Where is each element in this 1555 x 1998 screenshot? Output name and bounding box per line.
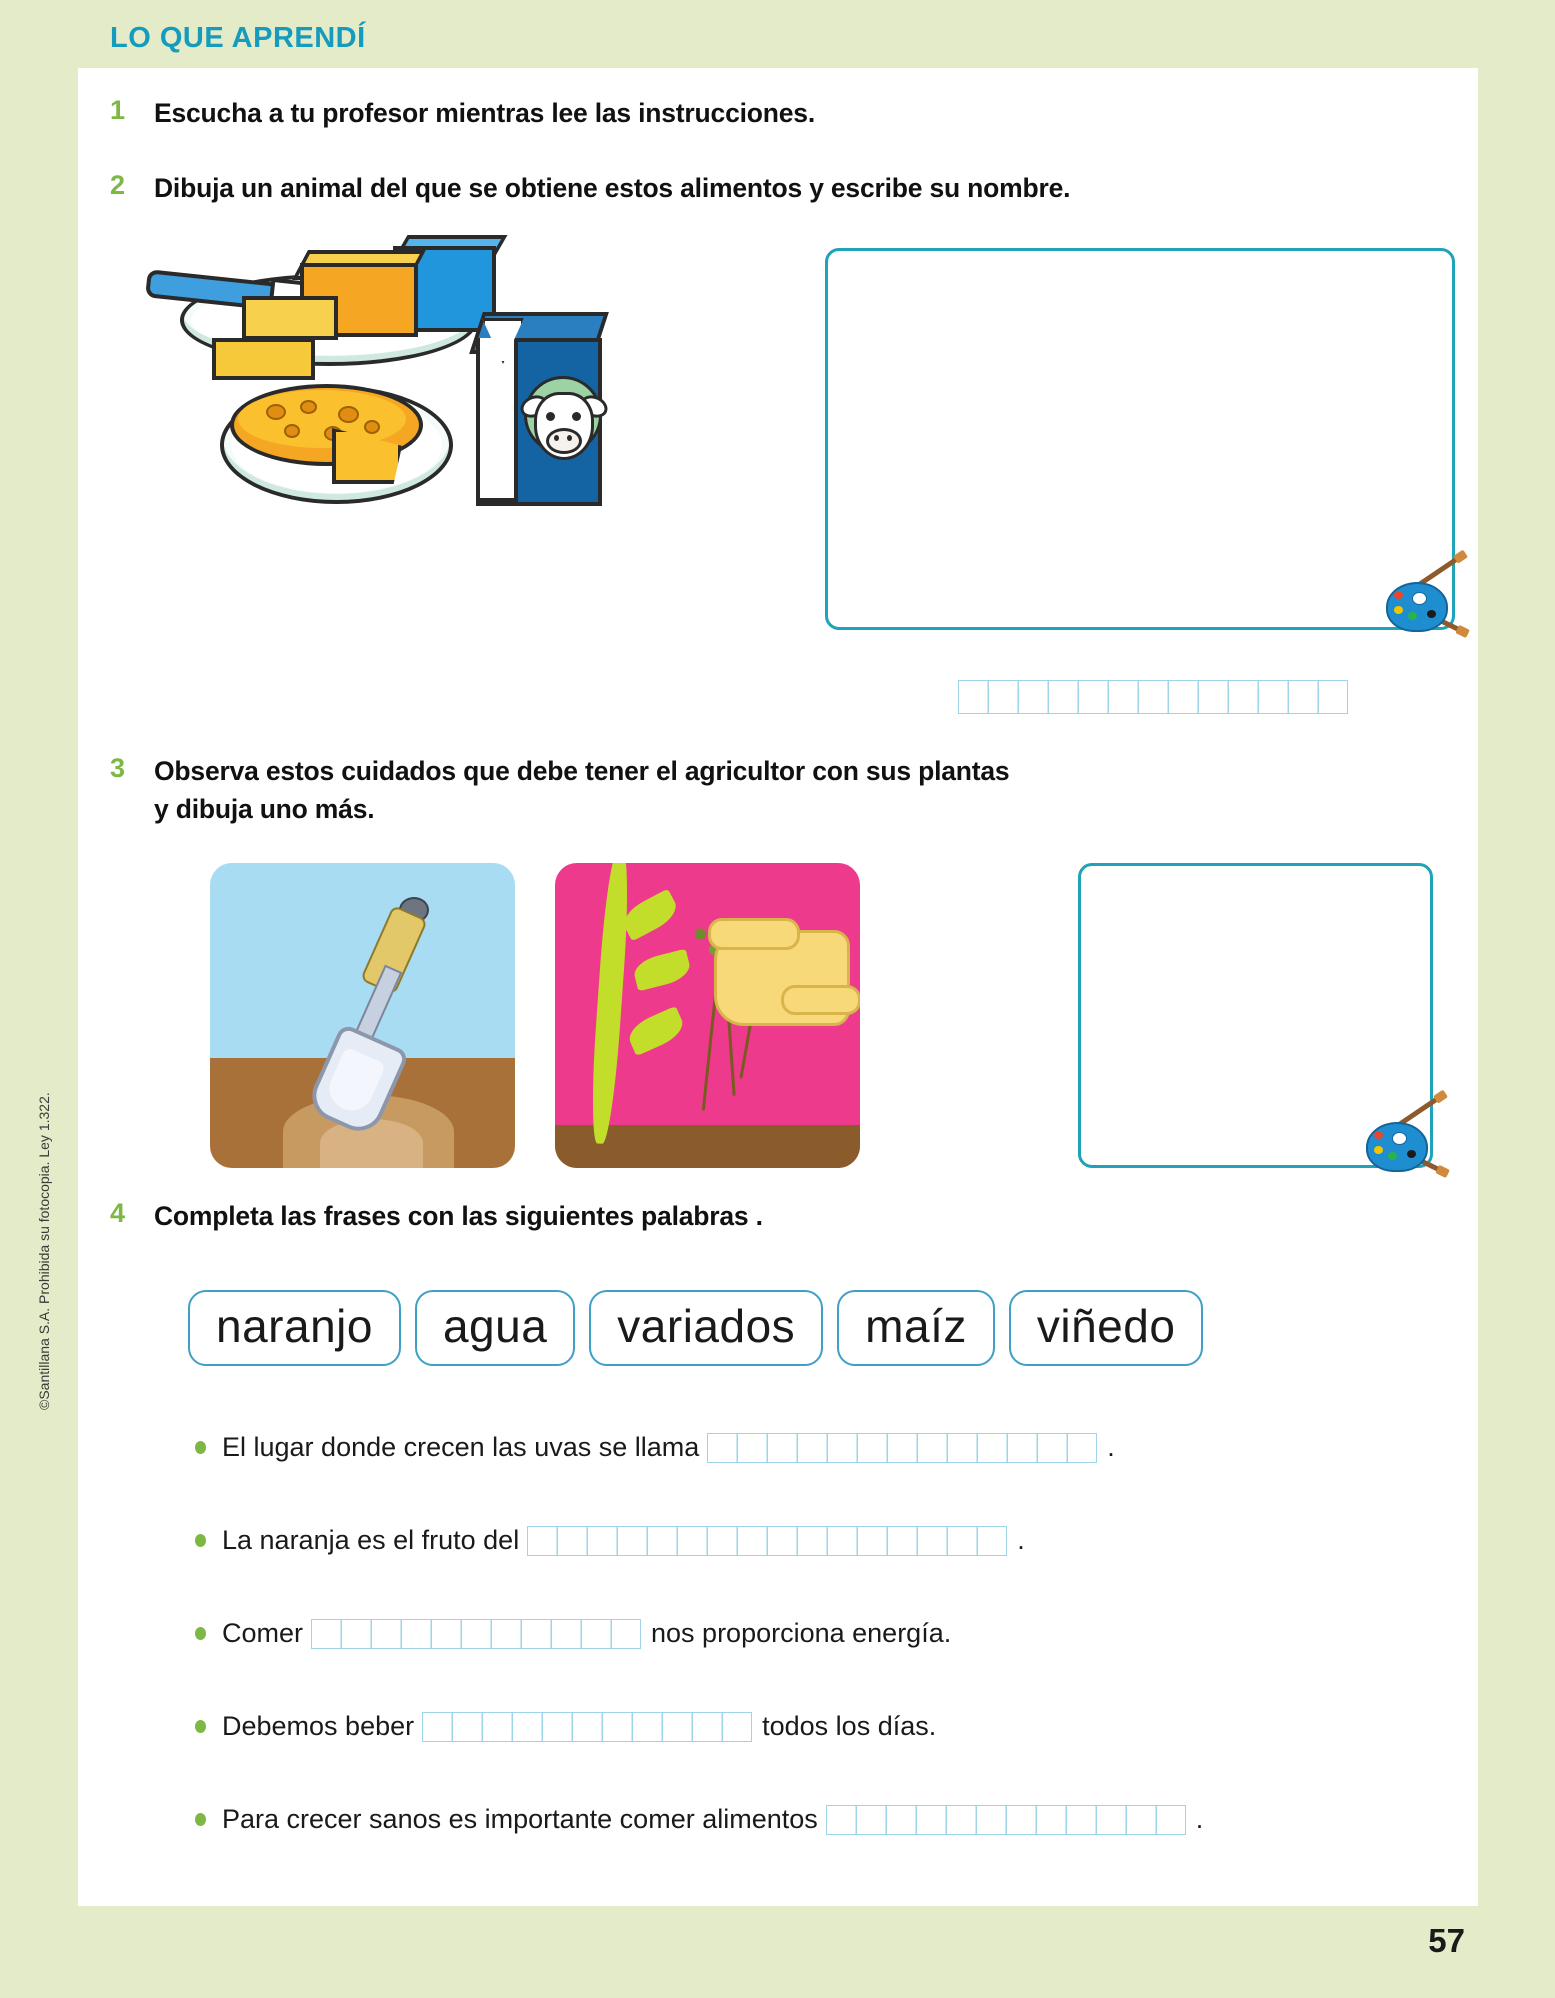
hand-pulling-weed-illustration bbox=[555, 863, 860, 1168]
bullet-dot-icon bbox=[195, 1627, 206, 1640]
copyright-notice: ©Santillana S.A. Prohibida su fotocopia. Ley 1.322. bbox=[36, 1092, 52, 1410]
task-3-number: 3 bbox=[110, 753, 126, 783]
task-3-line-1: Observa estos cuidados que debe tener el agricultor con sus plantas bbox=[154, 756, 1010, 786]
sentence-text-before: El lugar donde crecen las uvas se llama bbox=[222, 1432, 700, 1462]
milk-carton-with-cow bbox=[468, 296, 603, 501]
cheese-hole bbox=[300, 400, 317, 414]
sentence-text-after: . bbox=[1017, 1525, 1025, 1555]
cheese-wheel-face bbox=[238, 390, 406, 448]
sentence-text-before: Comer bbox=[222, 1618, 304, 1648]
task-3 bbox=[110, 753, 1360, 828]
weed-root bbox=[701, 991, 717, 1111]
palette-and-brushes-icon bbox=[1372, 560, 1460, 634]
answer-comb[interactable] bbox=[707, 1433, 1097, 1463]
plant-stem bbox=[588, 863, 632, 1144]
sentence-row bbox=[195, 1432, 1115, 1463]
plant-leaf bbox=[618, 888, 682, 941]
bullet-dot-icon bbox=[195, 1720, 206, 1733]
butter-pat-2 bbox=[212, 338, 315, 380]
page-title: LO QUE APRENDÍ bbox=[110, 22, 366, 54]
page-number: 57 bbox=[1428, 1922, 1465, 1959]
hand-thumb bbox=[781, 985, 860, 1015]
palette-paint-yellow bbox=[1394, 606, 1403, 614]
word-bank-item[interactable]: viñedo bbox=[1009, 1290, 1204, 1366]
palette-paint-green bbox=[1408, 612, 1417, 620]
bullet-dot-icon bbox=[195, 1813, 206, 1826]
answer-comb[interactable] bbox=[311, 1619, 641, 1649]
sentence-row bbox=[195, 1525, 1025, 1556]
sentence-text-after: nos proporciona energía. bbox=[651, 1618, 952, 1648]
task-3-line-2: y dibuja uno más. bbox=[154, 793, 375, 824]
task-1-number: 1 bbox=[110, 95, 126, 125]
animal-name-answer-strip[interactable] bbox=[958, 680, 1348, 714]
shovel-scoop-inner bbox=[322, 1046, 386, 1117]
bullet-dot-icon bbox=[195, 1534, 206, 1547]
cheese-hole bbox=[284, 424, 300, 438]
butter-cheese-milk-illustration bbox=[150, 238, 620, 518]
word-bank-item[interactable]: naranjo bbox=[188, 1290, 401, 1366]
bullet-dot-icon bbox=[195, 1441, 206, 1454]
palette-paint-black bbox=[1407, 1150, 1416, 1158]
cow-nostril-right bbox=[567, 435, 572, 441]
palette-paint-red bbox=[1374, 1131, 1383, 1139]
answer-comb[interactable] bbox=[826, 1805, 1186, 1835]
task-4 bbox=[110, 1198, 1310, 1236]
sentence-text-before: Debemos beber bbox=[222, 1711, 415, 1741]
animal-drawing-box[interactable] bbox=[825, 248, 1455, 630]
cow-snout bbox=[546, 428, 582, 454]
hand-finger bbox=[708, 918, 800, 950]
word-bank-item[interactable]: agua bbox=[415, 1290, 575, 1366]
sentence-row bbox=[195, 1711, 936, 1742]
palette-paint-red bbox=[1394, 591, 1403, 599]
task-2 bbox=[110, 170, 1390, 208]
cheese-hole bbox=[364, 420, 380, 434]
palette-thumb-hole bbox=[1412, 592, 1427, 605]
answer-comb[interactable] bbox=[958, 680, 1348, 714]
task-2-text: Dibuja un animal del que se obtiene estos alimentos y escribe su nombre. bbox=[154, 173, 1071, 203]
palette-paint-green bbox=[1388, 1152, 1397, 1160]
sentence-text-after: . bbox=[1107, 1432, 1115, 1462]
sentence-text-after: todos los días. bbox=[762, 1711, 937, 1741]
word-bank-item[interactable]: variados bbox=[589, 1290, 823, 1366]
cow-nostril-left bbox=[554, 435, 559, 441]
task-4-number: 4 bbox=[110, 1198, 126, 1228]
plant-leaf bbox=[625, 1005, 688, 1055]
palette-and-brushes-icon bbox=[1352, 1100, 1440, 1174]
task-1 bbox=[110, 95, 1310, 133]
task-3-text bbox=[154, 753, 1009, 828]
carton-white-panel bbox=[476, 338, 518, 502]
palette-thumb-hole bbox=[1392, 1132, 1407, 1145]
butter-pat-1 bbox=[242, 296, 338, 340]
sentence-text-before: Para crecer sanos es importante comer alimentos bbox=[222, 1804, 818, 1834]
shovel-digging-soil-illustration bbox=[210, 863, 515, 1168]
cheese-hole bbox=[266, 404, 286, 420]
word-bank-item[interactable]: maíz bbox=[837, 1290, 995, 1366]
cow-eye-right bbox=[572, 412, 581, 421]
sentence-row bbox=[195, 1618, 951, 1649]
palette-paint-yellow bbox=[1374, 1146, 1383, 1154]
word-bank bbox=[188, 1290, 1203, 1366]
task-2-number: 2 bbox=[110, 170, 126, 200]
cheese-hole bbox=[338, 406, 359, 423]
sentence-text-before: La naranja es el fruto del bbox=[222, 1525, 520, 1555]
cow-eye-left bbox=[546, 412, 555, 421]
task-4-text: Completa las frases con las siguientes palabras . bbox=[154, 1201, 763, 1231]
answer-comb[interactable] bbox=[422, 1712, 752, 1742]
palette-paint-black bbox=[1427, 610, 1436, 618]
sentence-text-after: . bbox=[1195, 1804, 1204, 1834]
answer-comb[interactable] bbox=[527, 1526, 1007, 1556]
task-1-text: Escucha a tu profesor mientras lee las instrucciones. bbox=[154, 98, 815, 128]
sentence-row bbox=[195, 1804, 1203, 1835]
